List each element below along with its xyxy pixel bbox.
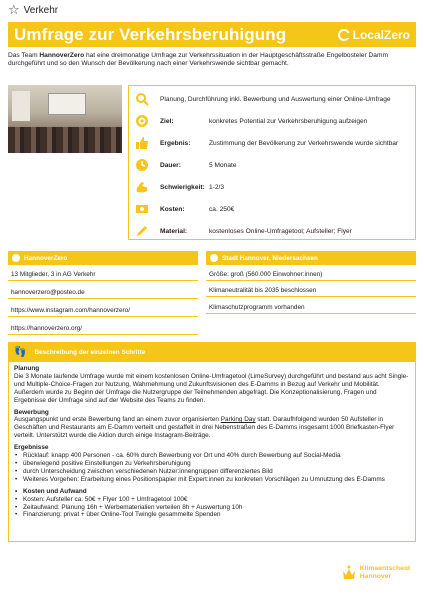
list-item: • Zeitaufwand: Planung 16h + Werbematerialien verteilen 8h + Auswertung 10h [14,504,410,512]
ergebnisse-list [14,452,410,484]
list-item: • Kosten: Aufsteller ca. 50€ + Flyer 100 + Umfragetool 100€ [14,496,410,504]
team-header-label: HannoverZero [24,254,68,262]
magnifier-icon [135,92,149,106]
intro-team: HannoverZero [39,52,85,59]
klimaentscheid-logo-text [360,565,410,581]
info-label-costs: Kosten: [160,205,185,213]
planung-text: Die 3 Monate laufende Umfrage wurde mit einem kostenlosen Online-Umfragetool (LimeSurvey) durchgeführt und bestand aus acht Single- und Multiple-Choice-Fragen zur Nutzung, Wahrnehmung und Zukunftsvisionen des E-Damms in Bezug auf Verkehr und Mobilität. Außerdem wurde zu Beginn der Umfrage die Nutzergruppe der Teilnehmenden abgefragt. Die Konzeptionalisierung, Fragen und Ergebnisse der Umfrage sind auf der Website des Teams zu finden. [14,372,409,404]
category-label: Verkehr [23,4,59,16]
bewerbung-post: statt. Daraufhfolgend wurden 50 Aufsteller in Geschäften und Restaurants am E-Damm verteilt und gestaffelt in drei Nebenstraßen des E-Damms insgesamt 1000 Briefkasten-Flyer verteilt. Unterstützt wurde die Aktion durch einige Instagram-Beiträge. [14,416,395,440]
steps-header [8,342,416,362]
info-row-costs [129,198,417,220]
info-value-result: Zustimmung der Bevölkerung zur Verkehrswende wurde sichtbar [209,139,399,147]
bewerbung-text [14,416,410,440]
info-row-result [129,132,417,154]
team-header [8,251,198,265]
logo-line2: Hannover [359,573,392,580]
kosten-list [14,488,410,520]
team-icon [12,254,20,262]
city-header-label: Stadt Hannover, Niedersachsen [222,254,318,262]
title-banner [8,22,416,47]
intro-pre: Das Team [8,52,40,59]
steps-content [8,362,416,542]
city-header [206,251,416,265]
info-label-goal: Ziel: [160,117,174,125]
page-title: Umfrage zur Verkehrsberuhigung [14,24,287,44]
list-item: • durch Unterscheidung zwischen verschiedenen Nutzer:innengruppen differenziertes Bild [14,468,410,476]
photo-window [12,91,30,121]
city-size: Größe: groß (560.000 Einwohner:innen) [206,268,416,281]
localzero-logo [338,28,410,42]
photo-projection-screen [48,93,86,115]
target-icon [135,114,149,128]
parking-day-link[interactable]: Parking Day [220,416,256,424]
money-icon [135,202,149,216]
info-value-duration: 5 Monate [209,161,237,169]
ergebnisse-title: Ergebnisse [14,444,49,452]
list-item: • Weiteres Vorgehen: Erarbeitung eines Positionspapier mit Expert:innen zu konkreten Vorschlägen zu Umnutzung des E-Damms [14,476,410,484]
team-instagram-link[interactable]: https://www.instagram.com/hannoverzero/ [8,304,198,317]
list-item: • Rücklauf: knapp 400 Personen - ca. 60% durch Bewerbung vor Ort und 40% durch Bewerbung auf Social-Media [14,452,410,460]
info-label-difficulty: Schwierigkeit: [160,183,205,191]
info-value-goal: konkretes Potential zur Verkehrsberuhigung aufzeigen [209,117,368,125]
list-item: • Finanzierung: privat + über Online-Tool Twingle gesammelte Spenden [14,511,410,519]
info-row-difficulty [129,176,417,198]
city-climate-program: Klimaschutzprogramm vorhanden [206,301,416,314]
team-members: 13 Mitglieder, 3 in AG Verkehr [8,268,198,281]
info-label-result: Ergebnis: [160,139,191,147]
city-climate-neutrality: Klimaneutralität bis 2035 beschlossen [206,284,416,297]
info-row-duration [129,154,417,176]
localzero-logo-text: LocalZero [352,27,410,42]
crown-icon [342,564,356,582]
info-value-costs: ca. 250€ [209,205,235,213]
klimaentscheid-logo [342,564,410,582]
logo-line1: Klimaentscheid [359,565,410,573]
info-summary: Planung, Durchführung inkl. Bewerbung und Auswertung einer Online-Umfrage [160,95,391,103]
bewerbung-title: Bewerbung [14,408,49,416]
team-email[interactable]: hannoverzero@posteo.de [8,286,198,299]
info-value-material: kostenloses Online-Umfragetool; Aufsteller; Flyer [209,227,352,235]
city-icon [210,254,218,262]
intro-paragraph [8,52,416,69]
category-header [8,3,58,17]
info-value-difficulty: 1-2/3 [209,183,225,191]
meeting-photo [8,85,122,153]
info-label-duration: Dauer: [160,161,181,169]
kosten-title: • Kosten und Aufwand [14,488,410,496]
team-website-link[interactable]: https://hannoverzero.org/ [8,322,198,335]
info-label-material: Material: [160,227,188,235]
bewerbung-pre: Ausgangspunkt und erste Bewerbung fand an einem zuvor organisierten [14,416,221,424]
pencil-icon [135,224,149,238]
footsteps-icon: 👣 [14,346,27,358]
list-item: • überwiegend positive Einstellungen zu Verkehrsberuhigung [14,460,410,468]
flexed-arm-icon [135,180,149,194]
localzero-logo-icon [338,29,350,41]
star-icon[interactable]: ☆ [8,2,20,17]
steps-header-label: Beschreibung der einzelnen Schritte [34,348,146,356]
thumbs-up-icon [135,136,149,150]
clock-icon [135,158,149,172]
planung-title: Planung [14,365,40,372]
info-summary-row [129,88,417,110]
info-row-goal [129,110,417,132]
project-info-box [128,85,416,240]
info-row-material [129,220,417,242]
photo-audience [8,127,122,153]
intro-post: hat eine dreimonatige Umfrage zur Verkehrssituation in der Hauptgeschäftsstraße Engelbosteler Damm durchgeführt und so den Wunsch der Bevölkerung nach einer Verkehrswende sichtbar gemacht. [8,52,388,68]
